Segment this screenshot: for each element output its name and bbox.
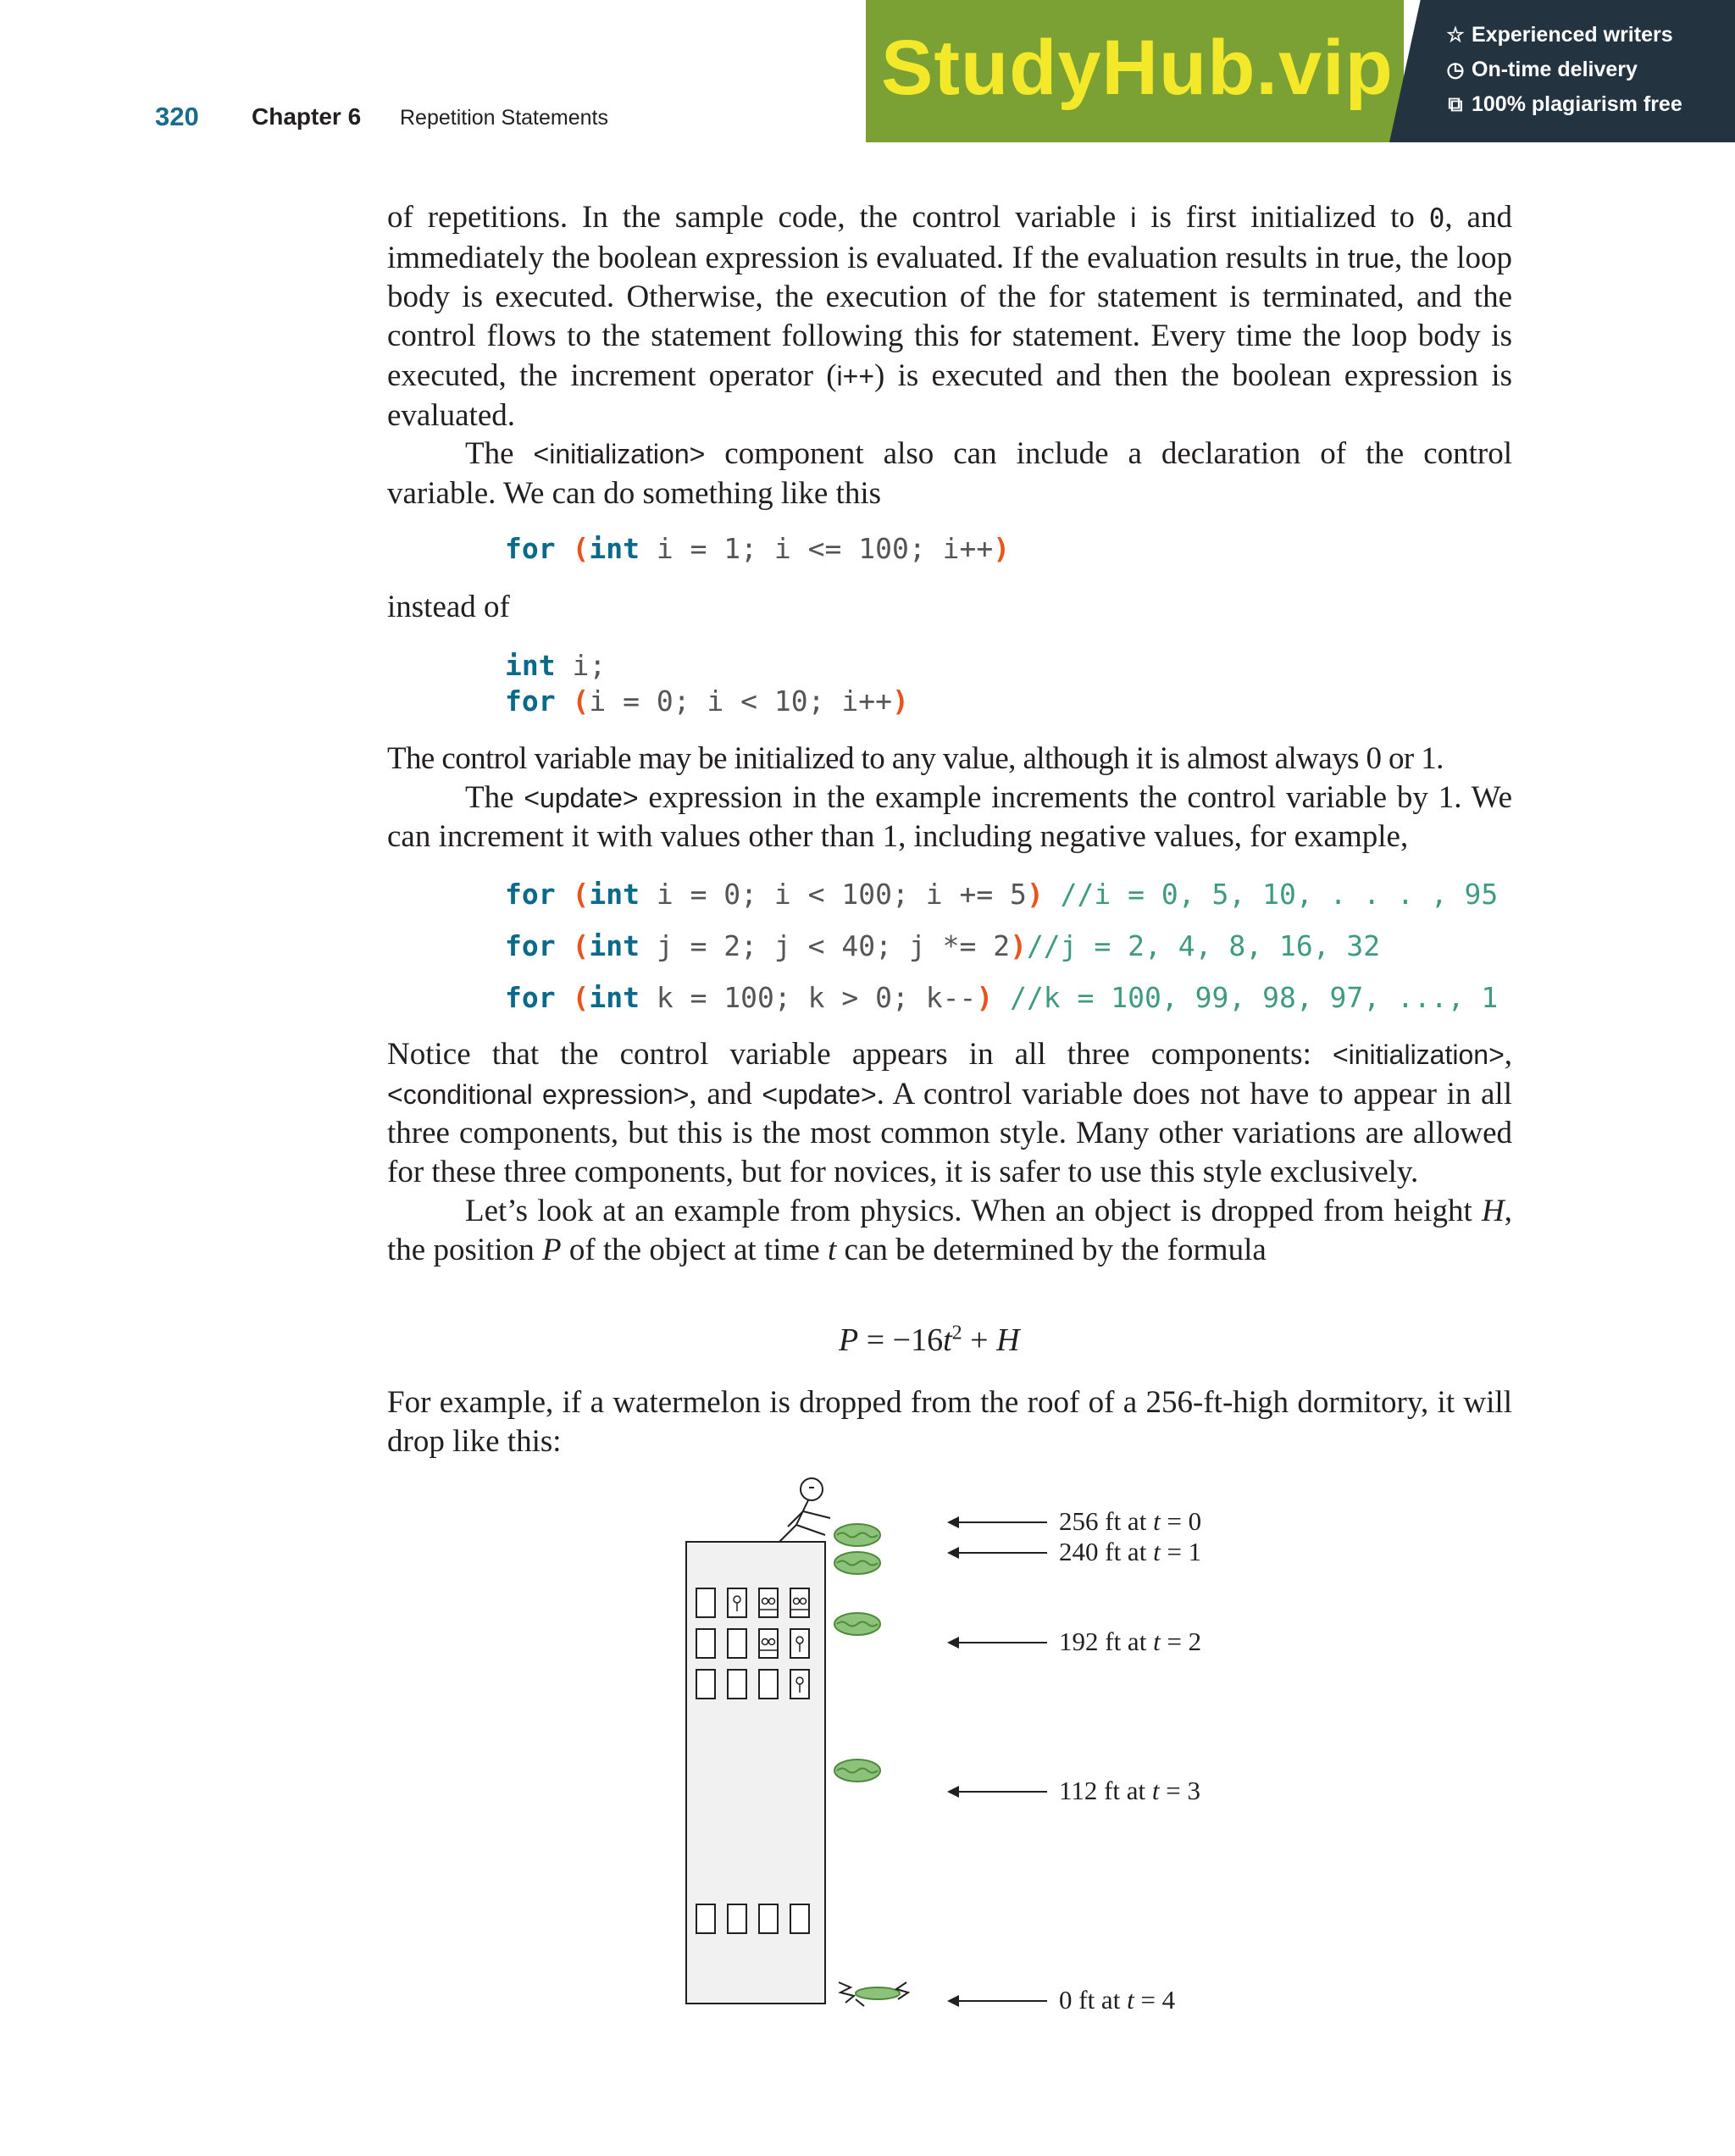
watermelon-drop-figure bbox=[661, 1466, 983, 2025]
arrow-t1 bbox=[949, 1552, 1047, 1554]
studyhub-logo[interactable]: StudyHub.vip bbox=[881, 25, 1394, 111]
annotation-t4: 0 ft at t = 4 bbox=[1059, 1985, 1176, 2015]
chapter-title: Repetition Statements bbox=[400, 106, 608, 130]
banner-feature-delivery bbox=[1444, 58, 1638, 82]
code-example-2-line-1: int i; bbox=[505, 649, 607, 682]
body-paragraph-7: For example, if a watermelon is dropped from the roof of a 256-ft-high dormitory, it will drop like this: bbox=[387, 1385, 1512, 1459]
arrow-t4 bbox=[949, 2000, 1047, 2002]
watermelons bbox=[834, 1524, 908, 2006]
arrow-t2 bbox=[949, 1642, 1047, 1643]
stick-figure bbox=[779, 1478, 830, 1542]
arrow-t3 bbox=[949, 1791, 1047, 1793]
annotation-t3: 112 ft at t = 3 bbox=[1059, 1776, 1201, 1805]
code-example-3-line-3: for (int k = 100; k > 0; k--) //k = 100, 99, 98, 97, ..., 1 bbox=[505, 981, 1499, 1014]
page-number: 320 bbox=[155, 102, 199, 131]
star-icon: ☆ bbox=[1446, 24, 1465, 47]
body-paragraph-1: of repetitions. In the sample code, the control variable i is first initialized to 0, and immediately the boolean expression is evaluated. If the evaluation results in true, the loop body is executed. Otherwise, the execution of the for statement is terminated, and the control flows to the statement following this for statement. Every time the loop body is executed, the increment operator (i++) is executed and then the boolean expression is evaluated. The <initialization> component also can include a declaration of the control variable. We can do something like this bbox=[387, 198, 1512, 513]
arrow-t0 bbox=[949, 1521, 1047, 1523]
code-example-3-line-1: for (int i = 0; i < 100; i += 5) //i = 0, 5, 10, . . . , 95 bbox=[505, 878, 1499, 911]
copy-icon: ⧉ bbox=[1448, 92, 1463, 116]
instead-of-text: instead of bbox=[387, 590, 510, 624]
code-example-3-line-2: for (int j = 2; j < 40; j *= 2)//j = 2, 4, 8, 16, 32 bbox=[505, 929, 1381, 962]
chapter-label: Chapter 6 bbox=[252, 103, 362, 130]
body-paragraph-5: Notice that the control variable appears in all three components: <initialization>, <conditional expression>, and <update>. A control variable does not have to appear in all three components, but this is the most common style. Many other variations are allowed for these three components, but for novices, it is safer to use this style exclusively. Let’s look at an example from physics. When an object is dropped from height H, the position P of the object at time t can be determined by the formula bbox=[387, 1035, 1512, 1269]
body-paragraph-4: The <update> expression in the example increments the control variable by 1. We can increment it with values other than 1, including negative values, for example, bbox=[387, 779, 1512, 855]
position-formula: $P = -16t^2 + H$ bbox=[839, 1322, 1020, 1358]
code-example-1: for (int i = 1; i <= 100; i++) bbox=[505, 532, 1011, 565]
banner-feature-label: Experienced writers bbox=[1472, 23, 1673, 47]
banner-feature-plagiarism bbox=[1444, 92, 1682, 117]
annotation-t1: 240 ft at t = 1 bbox=[1059, 1537, 1202, 1566]
banner-feature-label: On-time delivery bbox=[1472, 58, 1638, 81]
annotation-t0: 256 ft at t = 0 bbox=[1059, 1506, 1202, 1536]
body-paragraph-6: Let’s look at an example from physics. When an object is dropped from height H, the position P of the object at time t can be determined by the formula bbox=[387, 1193, 1512, 1267]
annotation-t2: 192 ft at t = 2 bbox=[1059, 1627, 1202, 1656]
body-paragraph-3: The control variable may be initialized to any value, although it is almost always 0 or 1. The <update> expression in the example increments the control variable by 1. We can increment it with values other than 1, including negative values, for example, bbox=[387, 740, 1512, 856]
code-example-2-line-2: for (i = 0; i < 10; i++) bbox=[505, 684, 909, 718]
banner-feature-label: 100% plagiarism free bbox=[1472, 92, 1682, 116]
body-paragraph-2: The <initialization> component also can include a declaration of the control variable. We can do something like this bbox=[387, 436, 1512, 511]
banner-feature-writers bbox=[1444, 23, 1673, 47]
clock-icon: ◷ bbox=[1446, 58, 1465, 81]
